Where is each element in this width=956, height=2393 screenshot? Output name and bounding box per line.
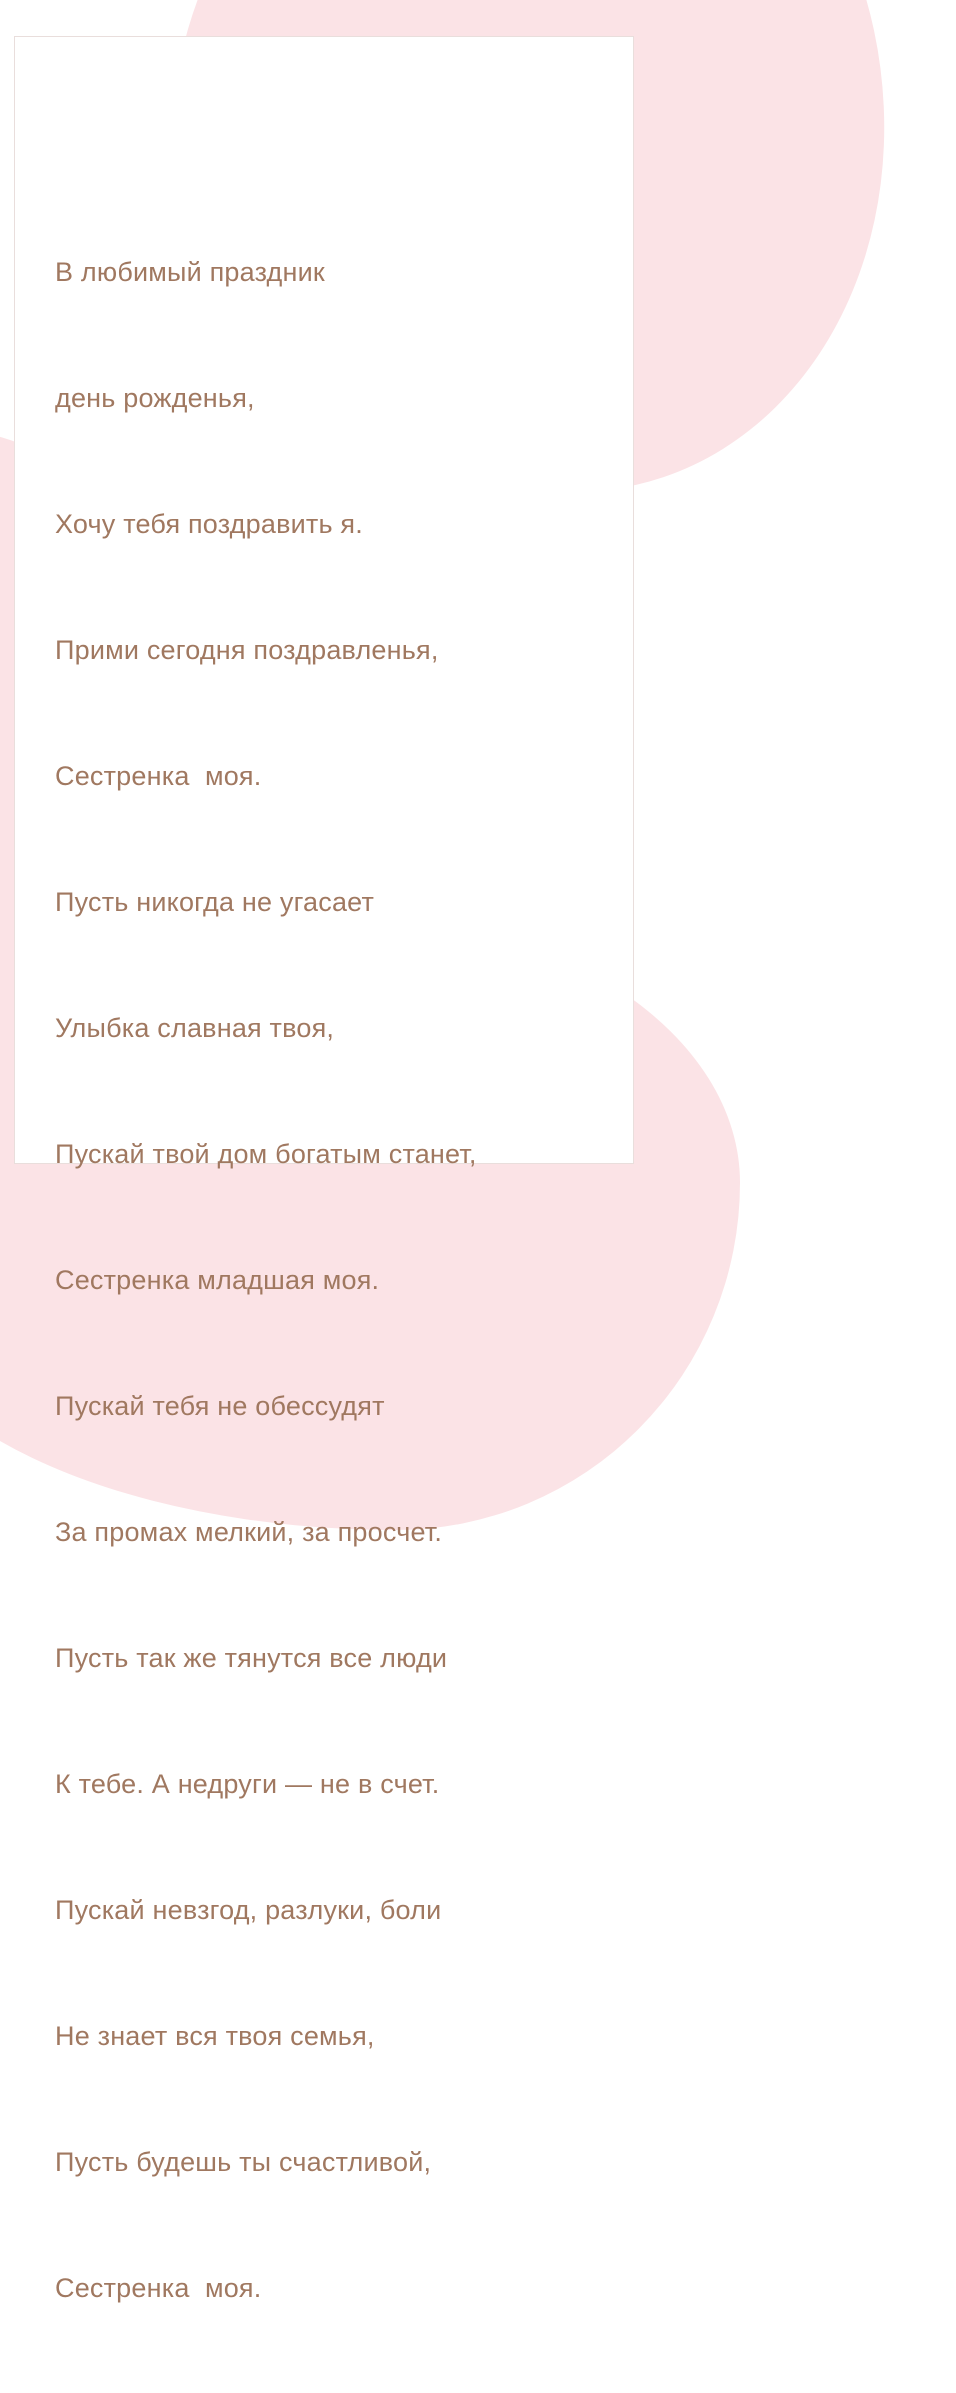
poem-line: Пускай тебя не обессудят <box>55 1391 385 1421</box>
poem-line: Пусть так же тянутся все люди <box>55 1643 448 1673</box>
poem-line: Хочу тебя поздравить я. <box>55 509 363 539</box>
poem-line: Пускай невзгод, разлуки, боли <box>55 1895 442 1925</box>
poem-line: Прими сегодня поздравленья, <box>55 635 439 665</box>
poem-line: Сестренка младшая моя. <box>55 1265 380 1295</box>
poem-line: Пускай твой дом богатым станет, <box>55 1139 477 1169</box>
poem-line: Сестренка моя. <box>55 2273 262 2303</box>
card-inner-panel <box>14 36 634 2303</box>
poem-line: Пусть никогда не угасает <box>55 887 375 917</box>
poem-line: За промах мелкий, за просчет. <box>55 1517 443 1547</box>
poem-line: К тебе. А недруги — не в счет. <box>55 1769 440 1799</box>
poem-line: Сестренка моя. <box>55 761 262 791</box>
poem-text <box>55 167 625 2393</box>
poem-line: Улыбка славная твоя, <box>55 1013 335 1043</box>
poem-line: день рожденья, <box>55 383 255 413</box>
poem-line: Не знает вся твоя семья, <box>55 2021 375 2051</box>
poem-line: Пусть будешь ты счастливой, <box>55 2147 432 2177</box>
poem-line: В любимый праздник <box>55 257 325 287</box>
